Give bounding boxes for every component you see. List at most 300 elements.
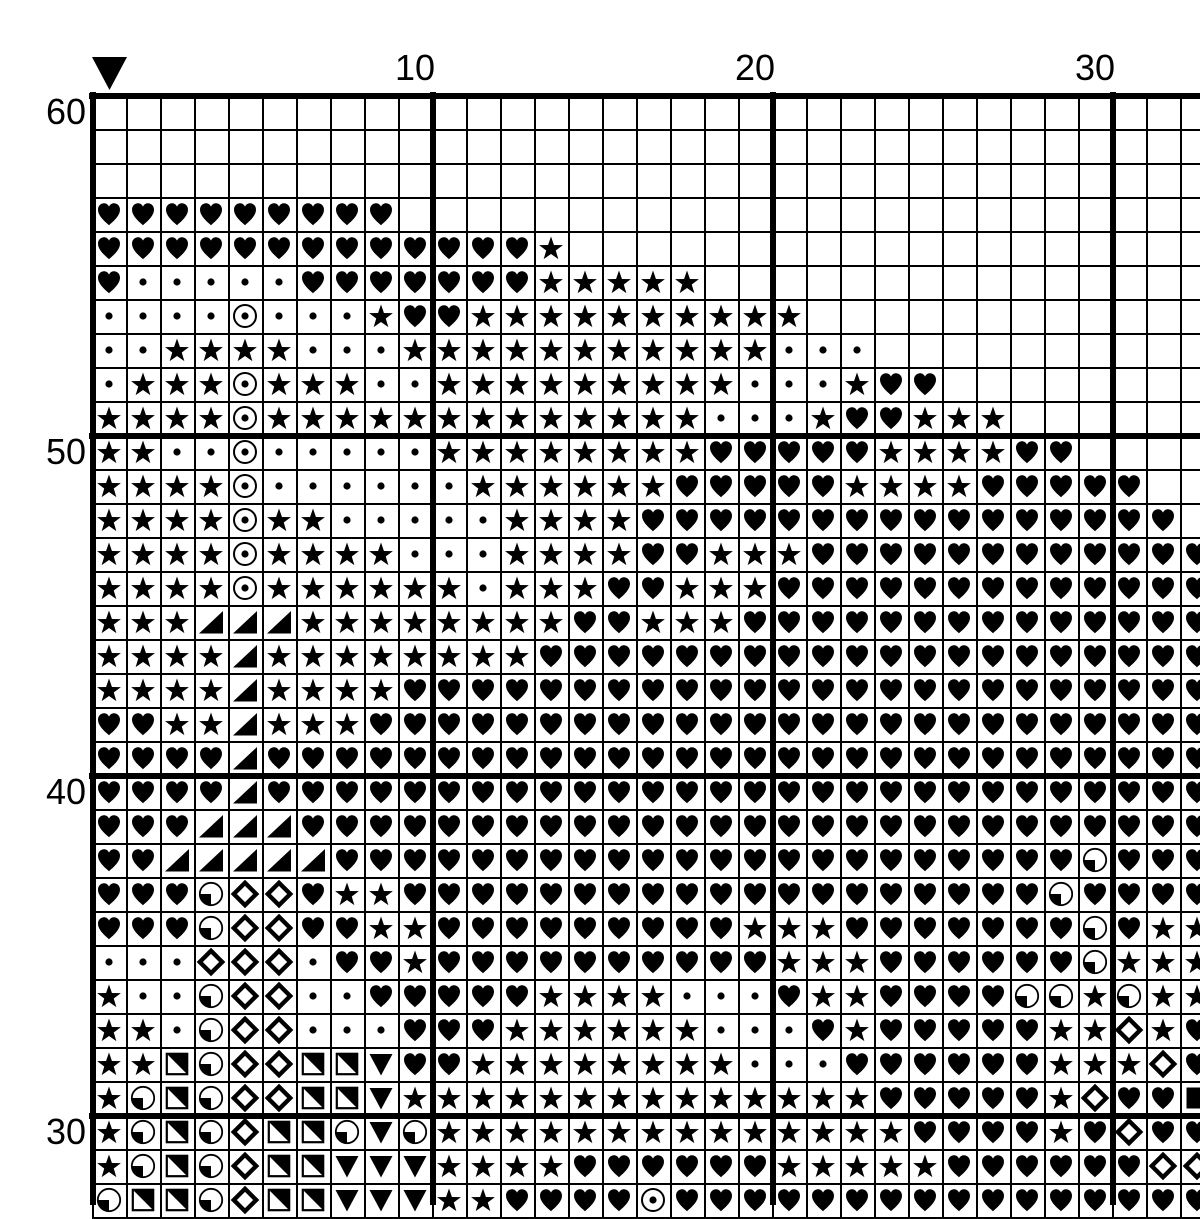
- cell-heart: [1044, 809, 1078, 843]
- cell-dot: [92, 367, 126, 401]
- cell-star: [432, 639, 466, 673]
- cell-heart: [432, 809, 466, 843]
- cell-star: [364, 401, 398, 435]
- cell-star: [568, 1115, 602, 1149]
- cell-star: [806, 911, 840, 945]
- cell-heart: [636, 571, 670, 605]
- cell-star: [194, 503, 228, 537]
- cell-heart: [874, 401, 908, 435]
- cell-heart: [670, 469, 704, 503]
- cell-heart: [942, 1013, 976, 1047]
- cell-heart: [466, 843, 500, 877]
- cell-dot: [296, 979, 330, 1013]
- cell-square-upper-right-triangle: [262, 1115, 296, 1149]
- cell-heart: [942, 1183, 976, 1217]
- cell-heart: [126, 707, 160, 741]
- cell-star: [670, 1081, 704, 1115]
- cell-heart: [1146, 673, 1180, 707]
- cell-heart: [1010, 843, 1044, 877]
- cell-heart: [568, 673, 602, 707]
- cell-dot: [330, 299, 364, 333]
- cell-circle-quarter-lower-left: [330, 1115, 364, 1149]
- cell-star: [92, 537, 126, 571]
- cell-circle-quarter-lower-left: [194, 1047, 228, 1081]
- cell-star: [568, 1081, 602, 1115]
- cell-heart: [942, 741, 976, 775]
- cell-heart: [942, 503, 976, 537]
- cell-heart: [704, 945, 738, 979]
- cell-star: [1180, 945, 1200, 979]
- cell-heart: [568, 707, 602, 741]
- cell-star: [262, 333, 296, 367]
- cell-heart: [398, 877, 432, 911]
- cell-heart: [160, 197, 194, 231]
- cell-heart: [976, 911, 1010, 945]
- cell-star: [704, 1047, 738, 1081]
- cell-circle-quarter-lower-left: [194, 979, 228, 1013]
- cell-heart: [1078, 605, 1112, 639]
- cell-heart: [738, 435, 772, 469]
- cell-heart: [500, 231, 534, 265]
- cell-triangle-down: [330, 1149, 364, 1183]
- cell-heart: [942, 1081, 976, 1115]
- cell-heart: [976, 775, 1010, 809]
- cell-heart: [772, 571, 806, 605]
- cell-heart: [976, 639, 1010, 673]
- cell-star: [534, 401, 568, 435]
- cell-star: [908, 469, 942, 503]
- cell-star: [160, 367, 194, 401]
- cell-dot: [262, 265, 296, 299]
- cell-heart: [602, 945, 636, 979]
- cell-heart: [466, 231, 500, 265]
- cell-circle-quarter-lower-left: [1010, 979, 1044, 1013]
- cell-heart: [976, 877, 1010, 911]
- cell-star: [602, 1013, 636, 1047]
- cell-diamond-outline: [262, 911, 296, 945]
- cell-star: [364, 537, 398, 571]
- cell-heart: [942, 775, 976, 809]
- cell-star: [636, 979, 670, 1013]
- cell-heart: [908, 1047, 942, 1081]
- cell-heart: [398, 1047, 432, 1081]
- cell-circle-quarter-lower-left: [1078, 945, 1112, 979]
- cell-diamond-outline: [228, 1115, 262, 1149]
- cell-heart: [126, 877, 160, 911]
- cell-heart: [1146, 877, 1180, 911]
- cell-heart: [942, 1149, 976, 1183]
- cell-heart: [874, 1047, 908, 1081]
- cell-heart: [602, 605, 636, 639]
- cell-dot: [466, 571, 500, 605]
- cell-circled-dot: [228, 469, 262, 503]
- cell-dot: [738, 1047, 772, 1081]
- cell-heart: [806, 1013, 840, 1047]
- cell-star: [636, 333, 670, 367]
- cell-heart: [670, 945, 704, 979]
- cell-heart: [432, 707, 466, 741]
- cell-heart: [704, 1149, 738, 1183]
- cell-heart: [1044, 571, 1078, 605]
- cell-star: [568, 299, 602, 333]
- cell-heart: [976, 979, 1010, 1013]
- cell-heart: [92, 911, 126, 945]
- cell-heart: [602, 571, 636, 605]
- cell-heart: [908, 367, 942, 401]
- cell-star: [262, 401, 296, 435]
- cell-dot: [738, 401, 772, 435]
- cell-star: [806, 401, 840, 435]
- cell-heart: [874, 503, 908, 537]
- cell-heart: [1112, 741, 1146, 775]
- cell-heart: [296, 265, 330, 299]
- cell-heart: [364, 707, 398, 741]
- cell-heart: [840, 435, 874, 469]
- cell-heart: [568, 911, 602, 945]
- cell-dot: [364, 503, 398, 537]
- cell-star: [568, 265, 602, 299]
- cell-star: [126, 367, 160, 401]
- cell-star: [772, 299, 806, 333]
- cell-heart: [534, 707, 568, 741]
- cell-heart: [602, 843, 636, 877]
- cell-square-upper-right-triangle: [296, 1115, 330, 1149]
- cell-heart: [1010, 1047, 1044, 1081]
- cell-heart: [636, 741, 670, 775]
- cell-star: [602, 401, 636, 435]
- cell-heart: [840, 877, 874, 911]
- cell-heart: [976, 537, 1010, 571]
- cell-heart: [534, 1183, 568, 1217]
- cell-dot: [466, 503, 500, 537]
- cell-star: [364, 639, 398, 673]
- cell-square-upper-right-triangle: [296, 1183, 330, 1217]
- cell-dot: [160, 1013, 194, 1047]
- cell-dot: [296, 333, 330, 367]
- cell-heart: [1078, 469, 1112, 503]
- cell-star: [942, 401, 976, 435]
- cell-dot: [160, 945, 194, 979]
- cell-triangle-lower-right: [228, 707, 262, 741]
- cell-star: [432, 401, 466, 435]
- cell-heart: [772, 1183, 806, 1217]
- cell-dot: [194, 265, 228, 299]
- cell-heart: [908, 605, 942, 639]
- cell-heart: [92, 809, 126, 843]
- cell-square-upper-right-triangle: [262, 1183, 296, 1217]
- cell-heart: [1010, 605, 1044, 639]
- cell-heart: [908, 843, 942, 877]
- cell-heart: [1010, 741, 1044, 775]
- cell-heart: [364, 979, 398, 1013]
- cell-heart: [942, 809, 976, 843]
- cell-heart: [704, 707, 738, 741]
- cell-star: [500, 639, 534, 673]
- cell-heart: [908, 775, 942, 809]
- cell-heart: [806, 809, 840, 843]
- cell-heart: [976, 945, 1010, 979]
- cell-dot: [432, 503, 466, 537]
- cell-heart: [466, 775, 500, 809]
- cell-star: [398, 605, 432, 639]
- cell-star: [568, 503, 602, 537]
- cell-heart: [1010, 911, 1044, 945]
- cell-heart: [364, 265, 398, 299]
- cell-heart: [1044, 673, 1078, 707]
- cell-dot: [772, 333, 806, 367]
- cell-diamond-outline: [1112, 1013, 1146, 1047]
- cell-star: [976, 435, 1010, 469]
- cell-star: [908, 435, 942, 469]
- cell-triangle-lower-right: [228, 741, 262, 775]
- cell-heart: [432, 945, 466, 979]
- cell-dot: [330, 979, 364, 1013]
- cell-heart: [92, 775, 126, 809]
- cell-star: [500, 435, 534, 469]
- cell-star: [500, 1013, 534, 1047]
- cell-heart: [942, 1047, 976, 1081]
- cell-heart: [364, 809, 398, 843]
- cell-circled-dot: [228, 537, 262, 571]
- cell-dot: [330, 333, 364, 367]
- cell-heart: [534, 639, 568, 673]
- cell-star: [126, 673, 160, 707]
- cell-heart: [500, 843, 534, 877]
- cell-dot: [432, 537, 466, 571]
- cell-heart: [466, 673, 500, 707]
- cell-heart: [636, 775, 670, 809]
- cell-star: [296, 537, 330, 571]
- cell-star: [330, 401, 364, 435]
- cell-heart: [908, 979, 942, 1013]
- cell-heart: [636, 639, 670, 673]
- cell-circle-quarter-lower-left: [194, 1013, 228, 1047]
- cell-star: [262, 571, 296, 605]
- cell-heart: [806, 537, 840, 571]
- cell-star: [840, 1081, 874, 1115]
- cell-dot: [806, 333, 840, 367]
- cell-star: [602, 1047, 636, 1081]
- cell-heart: [840, 1047, 874, 1081]
- cell-heart: [500, 877, 534, 911]
- cell-heart: [874, 911, 908, 945]
- cell-heart: [670, 775, 704, 809]
- cell-dot: [262, 435, 296, 469]
- cell-heart: [126, 911, 160, 945]
- cell-dot: [194, 435, 228, 469]
- cell-star: [92, 1081, 126, 1115]
- cell-dot: [330, 469, 364, 503]
- cell-star: [194, 673, 228, 707]
- grid-major-vline: [430, 92, 436, 1205]
- cell-triangle-lower-right: [194, 843, 228, 877]
- cell-star: [534, 333, 568, 367]
- cell-star: [126, 605, 160, 639]
- cell-heart: [330, 809, 364, 843]
- cell-star: [602, 979, 636, 1013]
- cell-heart: [738, 775, 772, 809]
- cell-star: [568, 571, 602, 605]
- cell-star: [636, 367, 670, 401]
- cell-heart: [636, 503, 670, 537]
- cell-star: [330, 367, 364, 401]
- cell-star: [670, 333, 704, 367]
- cell-star: [296, 503, 330, 537]
- cell-star: [330, 605, 364, 639]
- cell-heart: [1146, 707, 1180, 741]
- cell-heart: [874, 537, 908, 571]
- cell-heart: [942, 1115, 976, 1149]
- cell-heart: [296, 231, 330, 265]
- cell-heart: [500, 265, 534, 299]
- cell-heart: [602, 1149, 636, 1183]
- cell-dot: [398, 537, 432, 571]
- cell-diamond-outline: [1146, 1047, 1180, 1081]
- cell-heart: [738, 469, 772, 503]
- cell-triangle-lower-right: [160, 843, 194, 877]
- cell-star: [1146, 945, 1180, 979]
- cell-heart: [330, 945, 364, 979]
- cell-heart: [704, 503, 738, 537]
- cell-star: [364, 877, 398, 911]
- cell-star: [432, 1081, 466, 1115]
- cell-heart: [160, 231, 194, 265]
- cell-heart: [296, 877, 330, 911]
- cell-heart: [874, 1183, 908, 1217]
- cell-heart: [500, 809, 534, 843]
- cell-star: [806, 1115, 840, 1149]
- cell-heart: [942, 673, 976, 707]
- cell-heart: [296, 741, 330, 775]
- cell-heart: [602, 741, 636, 775]
- cell-heart: [466, 741, 500, 775]
- cell-star: [636, 1115, 670, 1149]
- cell-star: [432, 367, 466, 401]
- cell-heart: [670, 1149, 704, 1183]
- cell-heart: [840, 911, 874, 945]
- cell-triangle-down: [398, 1183, 432, 1217]
- cell-heart: [194, 775, 228, 809]
- cell-heart: [806, 605, 840, 639]
- cell-heart: [840, 571, 874, 605]
- cell-heart: [1044, 503, 1078, 537]
- cell-heart: [262, 775, 296, 809]
- cell-heart: [976, 809, 1010, 843]
- cell-star: [466, 1047, 500, 1081]
- cell-triangle-down: [364, 1047, 398, 1081]
- cell-star: [432, 435, 466, 469]
- cell-star: [908, 401, 942, 435]
- cell-triangle-lower-right: [228, 673, 262, 707]
- cell-star: [636, 1081, 670, 1115]
- cell-heart: [92, 843, 126, 877]
- cell-heart: [1010, 877, 1044, 911]
- cell-heart: [432, 1013, 466, 1047]
- cell-heart: [636, 843, 670, 877]
- cell-dot: [160, 299, 194, 333]
- cell-dot: [160, 979, 194, 1013]
- cell-diamond-outline: [228, 1149, 262, 1183]
- cell-heart: [1010, 571, 1044, 605]
- cell-circled-dot: [228, 571, 262, 605]
- cell-star: [92, 1047, 126, 1081]
- cell-star: [160, 537, 194, 571]
- cell-star: [364, 605, 398, 639]
- cell-diamond-outline: [228, 1183, 262, 1217]
- cell-heart: [908, 673, 942, 707]
- cell-heart: [1180, 843, 1200, 877]
- cell-heart: [1044, 605, 1078, 639]
- cell-star: [500, 299, 534, 333]
- cell-heart: [636, 537, 670, 571]
- cell-heart: [976, 843, 1010, 877]
- cell-star: [126, 571, 160, 605]
- cell-heart: [534, 843, 568, 877]
- cell-triangle-down: [364, 1149, 398, 1183]
- cell-star: [126, 435, 160, 469]
- cell-heart: [398, 673, 432, 707]
- cell-circled-dot: [228, 435, 262, 469]
- cell-dot: [92, 945, 126, 979]
- cell-dot: [330, 1013, 364, 1047]
- cell-heart: [908, 571, 942, 605]
- cell-heart: [1078, 877, 1112, 911]
- cell-heart: [738, 1149, 772, 1183]
- cell-star: [364, 673, 398, 707]
- cell-star: [738, 333, 772, 367]
- cell-star: [92, 503, 126, 537]
- cell-heart: [806, 843, 840, 877]
- cell-dot: [262, 469, 296, 503]
- cell-heart: [1010, 707, 1044, 741]
- cell-star: [568, 979, 602, 1013]
- cell-star: [840, 1149, 874, 1183]
- cell-heart: [1180, 1183, 1200, 1217]
- cell-heart: [1078, 809, 1112, 843]
- cell-heart: [1180, 639, 1200, 673]
- cell-star: [364, 299, 398, 333]
- cell-star: [500, 1081, 534, 1115]
- cell-star: [398, 945, 432, 979]
- cell-heart: [568, 809, 602, 843]
- cell-star: [500, 401, 534, 435]
- cell-heart: [636, 945, 670, 979]
- cell-heart: [1180, 809, 1200, 843]
- cell-heart: [636, 707, 670, 741]
- cell-circle-quarter-lower-left: [1078, 911, 1112, 945]
- cell-heart: [466, 707, 500, 741]
- cell-star: [568, 401, 602, 435]
- cell-heart: [636, 877, 670, 911]
- grid-major-hline: [89, 1113, 1200, 1119]
- cell-star: [704, 537, 738, 571]
- cell-heart: [296, 911, 330, 945]
- cell-triangle-down: [364, 1183, 398, 1217]
- cell-heart: [126, 231, 160, 265]
- cell-heart: [1112, 1183, 1146, 1217]
- cell-heart: [772, 673, 806, 707]
- cell-heart: [1180, 1115, 1200, 1149]
- cell-star: [1044, 1013, 1078, 1047]
- cell-star: [874, 435, 908, 469]
- cell-heart: [840, 843, 874, 877]
- cell-heart: [1112, 1081, 1146, 1115]
- cell-star: [738, 1115, 772, 1149]
- cell-star: [500, 605, 534, 639]
- cell-star: [92, 1115, 126, 1149]
- cell-dot: [126, 945, 160, 979]
- cell-star: [602, 299, 636, 333]
